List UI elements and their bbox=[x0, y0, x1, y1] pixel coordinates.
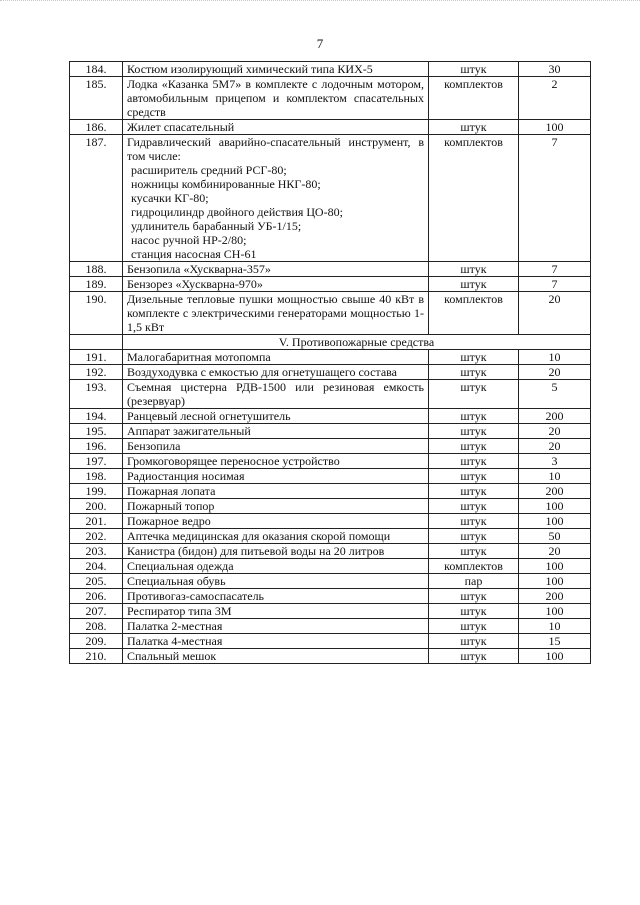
item-name bbox=[123, 574, 429, 589]
quantity: 10 bbox=[519, 619, 591, 634]
row-number: 202. bbox=[70, 529, 123, 544]
unit-of-measure: комплектов bbox=[429, 559, 519, 574]
item-name-line: Костюм изолирующий химический типа КИХ-5 bbox=[127, 62, 373, 76]
unit-of-measure: штук bbox=[429, 649, 519, 664]
row-number: 184. bbox=[70, 62, 123, 77]
quantity: 200 bbox=[519, 409, 591, 424]
table-row bbox=[70, 292, 591, 335]
item-name-line: Специальная одежда bbox=[127, 559, 234, 573]
item-name bbox=[123, 262, 429, 277]
table-row bbox=[70, 62, 591, 77]
item-name-line: Радиостанция носимая bbox=[127, 469, 245, 483]
item-name bbox=[123, 649, 429, 664]
item-name bbox=[123, 135, 429, 262]
quantity: 20 bbox=[519, 292, 591, 335]
section-num-cell bbox=[70, 335, 123, 350]
item-name-line: Палатка 2-местная bbox=[127, 619, 223, 633]
unit-of-measure: штук bbox=[429, 619, 519, 634]
item-name-line: удлинитель барабанный УБ-1/15; bbox=[131, 219, 302, 233]
item-name bbox=[123, 484, 429, 499]
item-name bbox=[123, 365, 429, 380]
row-number: 203. bbox=[70, 544, 123, 559]
quantity: 100 bbox=[519, 649, 591, 664]
table-row bbox=[70, 619, 591, 634]
table-row bbox=[70, 589, 591, 604]
quantity: 10 bbox=[519, 469, 591, 484]
item-name-line: гидроцилиндр двойного действия ЦО-80; bbox=[131, 205, 343, 219]
unit-of-measure: штук bbox=[429, 634, 519, 649]
item-name bbox=[123, 544, 429, 559]
row-number: 201. bbox=[70, 514, 123, 529]
item-name bbox=[123, 292, 429, 335]
unit-of-measure: штук bbox=[429, 529, 519, 544]
quantity: 7 bbox=[519, 277, 591, 292]
row-number: 208. bbox=[70, 619, 123, 634]
section-row bbox=[70, 335, 591, 350]
quantity: 20 bbox=[519, 439, 591, 454]
unit-of-measure: штук bbox=[429, 439, 519, 454]
item-name-line: станция насосная СН-61 bbox=[131, 247, 257, 261]
table-row bbox=[70, 135, 591, 262]
table-row bbox=[70, 544, 591, 559]
item-name-line: Респиратор типа 3М bbox=[127, 604, 232, 618]
quantity: 50 bbox=[519, 529, 591, 544]
unit-of-measure: штук bbox=[429, 454, 519, 469]
item-name bbox=[123, 409, 429, 424]
table-row bbox=[70, 262, 591, 277]
table-row bbox=[70, 277, 591, 292]
item-name-line: Съемная цистерна РДВ-1500 или резиновая емкость (резервуар) bbox=[127, 380, 424, 408]
table-row bbox=[70, 409, 591, 424]
item-name bbox=[123, 77, 429, 120]
item-name-line: Дизельные тепловые пушки мощностью свыше 40 кВт в комплекте с электрическими генераторами мощностью 1-1,5 кВт bbox=[127, 292, 424, 334]
table-row bbox=[70, 484, 591, 499]
table-body-rescue bbox=[70, 62, 591, 335]
unit-of-measure: штук bbox=[429, 514, 519, 529]
quantity: 10 bbox=[519, 350, 591, 365]
quantity: 100 bbox=[519, 574, 591, 589]
table-row bbox=[70, 350, 591, 365]
unit-of-measure: комплектов bbox=[429, 292, 519, 335]
row-number: 198. bbox=[70, 469, 123, 484]
item-name-line: Бензопила bbox=[127, 439, 181, 453]
unit-of-measure: штук bbox=[429, 277, 519, 292]
section-header-row-group bbox=[70, 335, 591, 350]
item-name-line: Пожарная лопата bbox=[127, 484, 216, 498]
row-number: 207. bbox=[70, 604, 123, 619]
row-number: 194. bbox=[70, 409, 123, 424]
item-name-line: Ранцевый лесной огнетушитель bbox=[127, 409, 291, 423]
quantity: 100 bbox=[519, 604, 591, 619]
item-name bbox=[123, 529, 429, 544]
item-name bbox=[123, 120, 429, 135]
item-name-line: Аппарат зажигательный bbox=[127, 424, 251, 438]
unit-of-measure: комплектов bbox=[429, 77, 519, 120]
table-row bbox=[70, 529, 591, 544]
item-name bbox=[123, 514, 429, 529]
row-number: 200. bbox=[70, 499, 123, 514]
table-row bbox=[70, 120, 591, 135]
page-number: 7 bbox=[316, 36, 324, 51]
table-row bbox=[70, 514, 591, 529]
unit-of-measure: штук bbox=[429, 350, 519, 365]
unit-of-measure: штук bbox=[429, 120, 519, 135]
item-name bbox=[123, 62, 429, 77]
item-name-line: Пожарное ведро bbox=[127, 514, 211, 528]
item-name bbox=[123, 589, 429, 604]
item-name-line: Пожарный топор bbox=[127, 499, 215, 513]
table-row bbox=[70, 469, 591, 484]
unit-of-measure: штук bbox=[429, 262, 519, 277]
item-name bbox=[123, 350, 429, 365]
quantity: 100 bbox=[519, 499, 591, 514]
table-row bbox=[70, 454, 591, 469]
quantity: 7 bbox=[519, 262, 591, 277]
table-row bbox=[70, 649, 591, 664]
table-body-fire bbox=[70, 350, 591, 664]
table-row bbox=[70, 365, 591, 380]
quantity: 20 bbox=[519, 544, 591, 559]
item-name-line: Специальная обувь bbox=[127, 574, 226, 588]
item-name-line: кусачки КГ-80; bbox=[131, 191, 209, 205]
unit-of-measure: штук bbox=[429, 604, 519, 619]
item-name-line: Лодка «Казанка 5М7» в комплекте с лодочным мотором, автомобильным прицепом и комплектом спасательных средств bbox=[127, 77, 424, 119]
unit-of-measure: штук bbox=[429, 409, 519, 424]
item-name bbox=[123, 604, 429, 619]
row-number: 187. bbox=[70, 135, 123, 262]
quantity: 15 bbox=[519, 634, 591, 649]
table-row bbox=[70, 77, 591, 120]
section-title: V. Противопожарные средства bbox=[123, 335, 591, 350]
row-number: 185. bbox=[70, 77, 123, 120]
unit-of-measure: штук bbox=[429, 380, 519, 409]
unit-of-measure: штук bbox=[429, 484, 519, 499]
unit-of-measure: штук bbox=[429, 544, 519, 559]
row-number: 189. bbox=[70, 277, 123, 292]
item-name-line: Бензорез «Хускварна-970» bbox=[127, 277, 263, 291]
unit-of-measure: штук bbox=[429, 499, 519, 514]
quantity: 100 bbox=[519, 514, 591, 529]
item-name-line: Жилет спасательный bbox=[127, 120, 235, 134]
quantity: 2 bbox=[519, 77, 591, 120]
table-row bbox=[70, 499, 591, 514]
row-number: 199. bbox=[70, 484, 123, 499]
row-number: 210. bbox=[70, 649, 123, 664]
unit-of-measure: штук bbox=[429, 424, 519, 439]
item-name-line: Воздуходувка с емкостью для огнетушащего состава bbox=[127, 365, 397, 379]
row-number: 193. bbox=[70, 380, 123, 409]
item-name bbox=[123, 499, 429, 514]
row-number: 206. bbox=[70, 589, 123, 604]
item-name-line: Громкоговорящее переносное устройство bbox=[127, 454, 340, 468]
row-number: 190. bbox=[70, 292, 123, 335]
item-name bbox=[123, 454, 429, 469]
row-number: 204. bbox=[70, 559, 123, 574]
equipment-table bbox=[69, 61, 591, 664]
table-row bbox=[70, 559, 591, 574]
table-row bbox=[70, 439, 591, 454]
item-name bbox=[123, 469, 429, 484]
unit-of-measure: штук bbox=[429, 469, 519, 484]
quantity: 20 bbox=[519, 365, 591, 380]
item-name bbox=[123, 559, 429, 574]
unit-of-measure: штук bbox=[429, 365, 519, 380]
table-row bbox=[70, 380, 591, 409]
item-name-line: насос ручной НР-2/80; bbox=[131, 233, 247, 247]
item-name-line: Гидравлический аварийно-спасательный инструмент, в том числе: bbox=[127, 135, 424, 163]
unit-of-measure: комплектов bbox=[429, 135, 519, 262]
item-name bbox=[123, 634, 429, 649]
item-name-line: ножницы комбинированные НКГ-80; bbox=[131, 177, 321, 191]
item-name-line: Противогаз-самоспасатель bbox=[127, 589, 265, 603]
unit-of-measure: штук bbox=[429, 62, 519, 77]
quantity: 30 bbox=[519, 62, 591, 77]
item-name bbox=[123, 277, 429, 292]
row-number: 186. bbox=[70, 120, 123, 135]
table-row bbox=[70, 634, 591, 649]
quantity: 100 bbox=[519, 120, 591, 135]
item-name bbox=[123, 619, 429, 634]
quantity: 200 bbox=[519, 484, 591, 499]
quantity: 100 bbox=[519, 559, 591, 574]
row-number: 191. bbox=[70, 350, 123, 365]
quantity: 20 bbox=[519, 424, 591, 439]
item-name-line: Малогабаритная мотопомпа bbox=[127, 350, 271, 364]
unit-of-measure: штук bbox=[429, 589, 519, 604]
row-number: 196. bbox=[70, 439, 123, 454]
item-name-line: Спальный мешок bbox=[127, 649, 217, 663]
row-number: 188. bbox=[70, 262, 123, 277]
item-name-line: Бензопила «Хускварна-357» bbox=[127, 262, 271, 276]
quantity: 5 bbox=[519, 380, 591, 409]
unit-of-measure: пар bbox=[429, 574, 519, 589]
row-number: 205. bbox=[70, 574, 123, 589]
quantity: 7 bbox=[519, 135, 591, 262]
item-name-line: Аптечка медицинская для оказания скорой помощи bbox=[127, 529, 391, 543]
item-name-line: расширитель средний РСГ-80; bbox=[131, 163, 287, 177]
item-name-line: Палатка 4-местная bbox=[127, 634, 223, 648]
table-row bbox=[70, 574, 591, 589]
scan-artifact-line bbox=[0, 0, 640, 7]
row-number: 192. bbox=[70, 365, 123, 380]
table-row bbox=[70, 424, 591, 439]
row-number: 195. bbox=[70, 424, 123, 439]
row-number: 209. bbox=[70, 634, 123, 649]
item-name bbox=[123, 439, 429, 454]
row-number: 197. bbox=[70, 454, 123, 469]
quantity: 200 bbox=[519, 589, 591, 604]
item-name bbox=[123, 424, 429, 439]
item-name-line: Канистра (бидон) для питьевой воды на 20 литров bbox=[127, 544, 385, 558]
item-name bbox=[123, 380, 429, 409]
quantity: 3 bbox=[519, 454, 591, 469]
table-row bbox=[70, 604, 591, 619]
